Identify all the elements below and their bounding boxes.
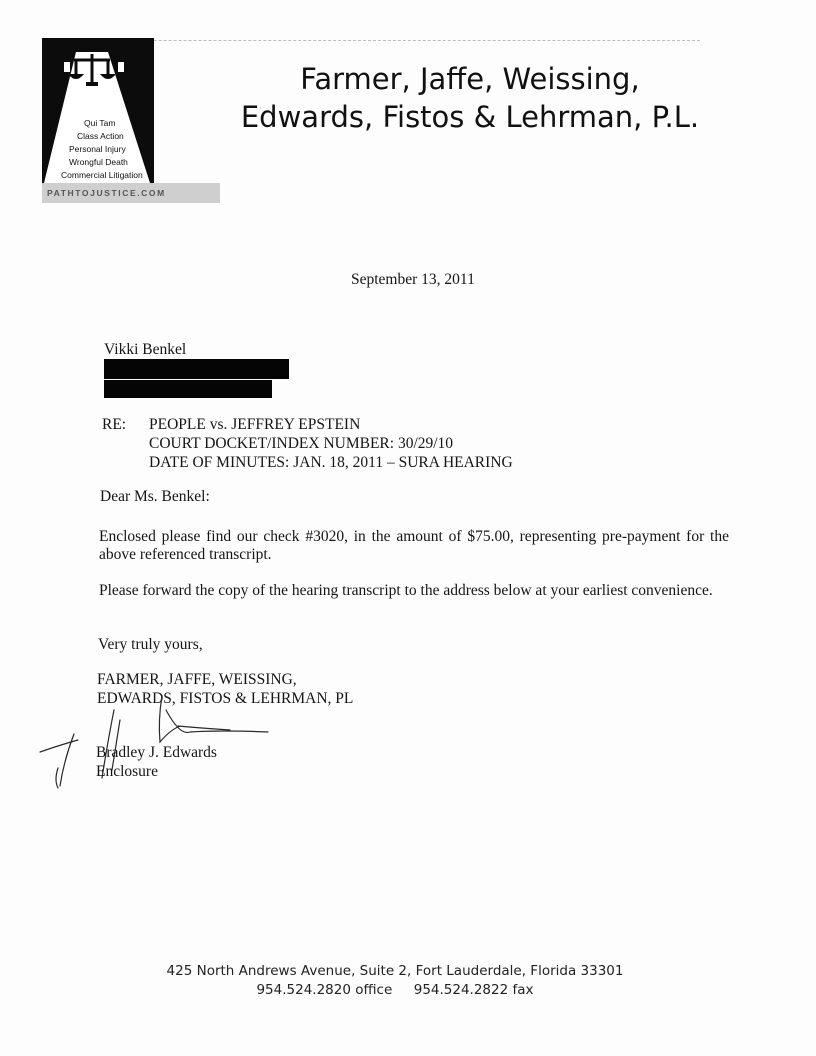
closing: Very truly yours, (98, 636, 203, 653)
footer-address: 425 North Andrews Avenue, Suite 2, Fort Lauderdale, Florida 33301 (166, 963, 624, 979)
redaction-bar (104, 359, 289, 379)
redaction-bar (104, 380, 272, 398)
body-paragraph: Please forward the copy of the hearing transcript to the address below at your earliest convenience. (99, 582, 713, 599)
signature-firm-line: EDWARDS, FISTOS & LEHRMAN, PL (97, 690, 354, 707)
enclosure-note: Enclosure (96, 763, 158, 780)
re-line: DATE OF MINUTES: JAN. 18, 2011 – SURA HEARING (149, 454, 513, 471)
signer-name: Bradley J. Edwards (96, 744, 217, 761)
recipient-name: Vikki Benkel (104, 341, 187, 358)
letter-date: September 13, 2011 (351, 271, 475, 288)
re-label: RE: (102, 416, 127, 433)
practice-area: Wrongful Death (69, 157, 128, 167)
salutation: Dear Ms. Benkel: (100, 488, 210, 505)
firm-logo (42, 38, 154, 183)
practice-area: Commercial Litigation (61, 170, 143, 180)
firm-website: PATHTOJUSTICE.COM (42, 183, 220, 203)
practice-area: Qui Tam (84, 118, 116, 128)
re-line: COURT DOCKET/INDEX NUMBER: 30/29/10 (149, 435, 454, 452)
signature-firm-line: FARMER, JAFFE, WEISSING, (97, 671, 297, 688)
footer-phone: 954.524.2820 office 954.524.2822 fax (256, 982, 534, 998)
practice-area: Personal Injury (69, 144, 126, 154)
firm-name-line-2: Edwards, Fistos & Lehrman, P.L. (240, 100, 700, 134)
firm-name (210, 60, 730, 136)
body-paragraph: Enclosed please find our check #3020, in the amount of $75.00, representing pre-payment for the above referenced transcript. (99, 528, 729, 563)
re-line: PEOPLE vs. JEFFREY EPSTEIN (149, 416, 361, 433)
practice-area: Class Action (77, 131, 124, 141)
firm-name-line-1: Farmer, Jaffe, Weissing, (300, 62, 640, 96)
